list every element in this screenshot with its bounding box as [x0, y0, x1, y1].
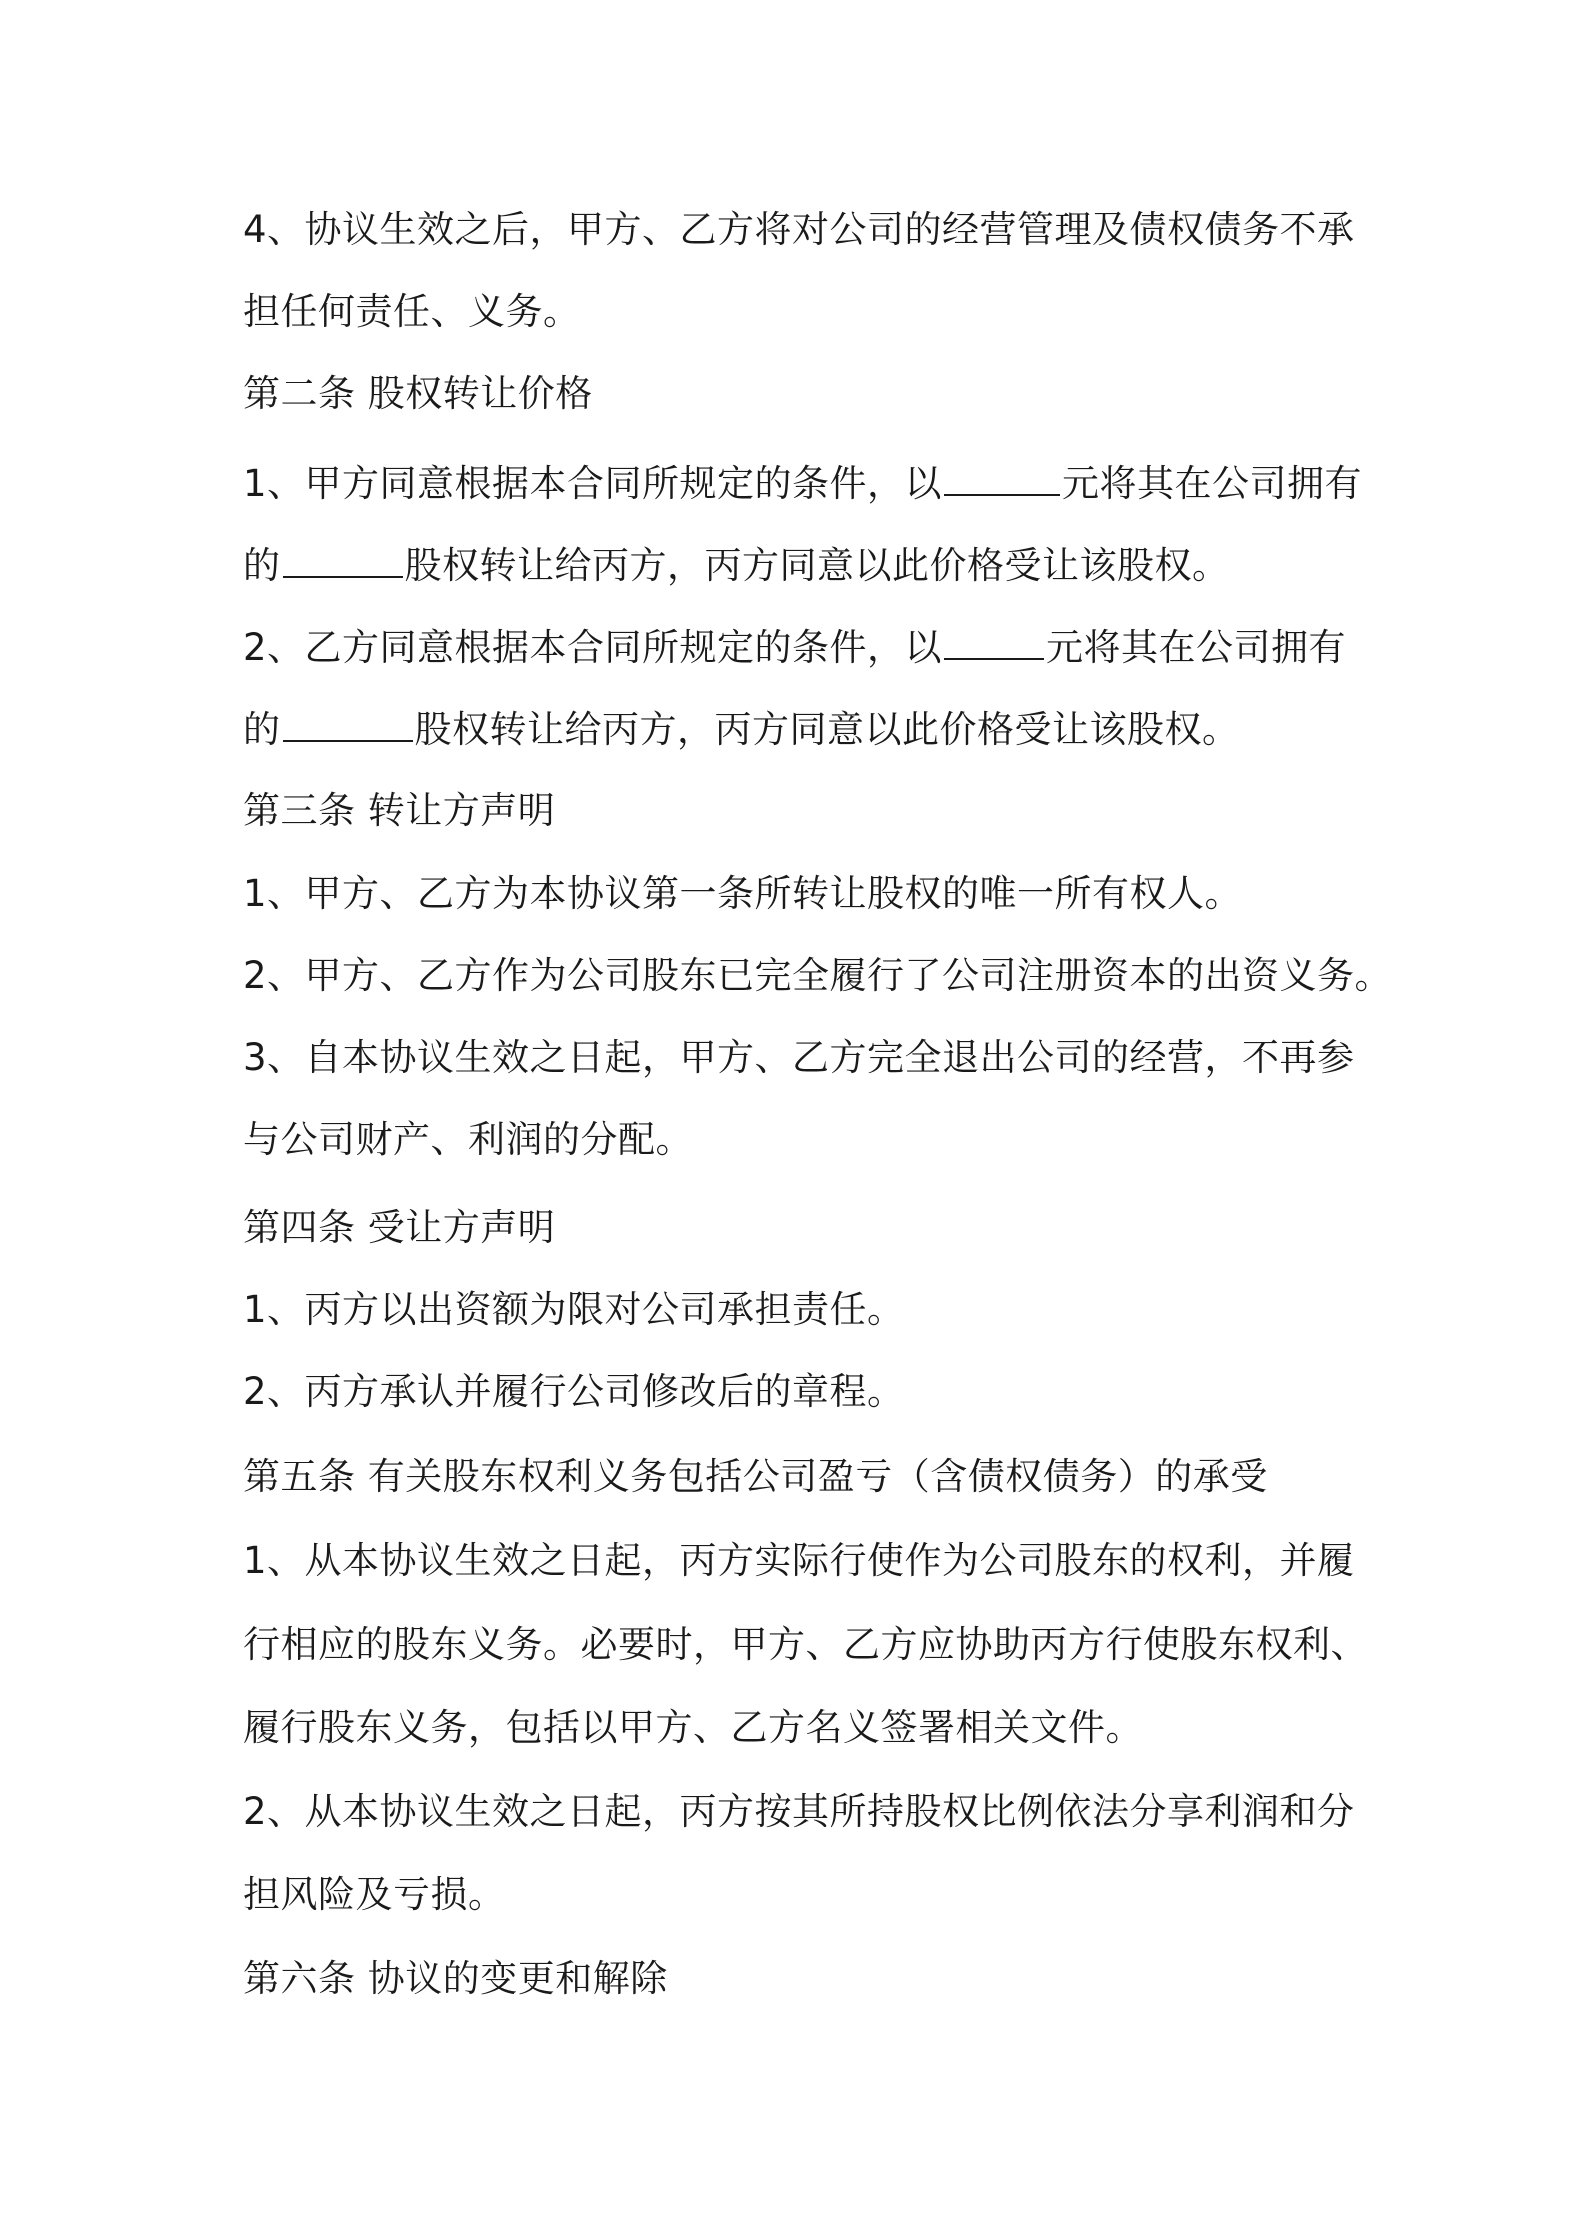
article-3-item-2: 2、甲方、乙方作为公司股东已完全履行了公司注册资本的出资义务。	[243, 954, 1393, 997]
article-2-item-2-line-2	[243, 705, 1240, 755]
article-4-heading: 第四条 受让方声明	[243, 1206, 556, 1249]
article-3-item-1: 1、甲方、乙方为本协议第一条所转让股权的唯一所有权人。	[243, 872, 1243, 915]
fill-in-blank-amount[interactable]	[944, 624, 1044, 660]
article-3-heading: 第三条 转让方声明	[243, 789, 556, 832]
fill-in-blank-amount[interactable]	[944, 460, 1060, 496]
clause-1-item-4-line-1: 4、协议生效之后，甲方、乙方将对公司的经营管理及债权债务不承	[243, 208, 1355, 251]
text-segment: 元将其在公司拥有	[1062, 462, 1363, 505]
fill-in-blank-share[interactable]	[283, 542, 403, 578]
article-5-item-1-line-2: 行相应的股东义务。必要时，甲方、乙方应协助丙方行使股东权利、	[243, 1623, 1368, 1666]
article-2-item-1-line-2	[243, 541, 1230, 591]
article-4-item-2: 2、丙方承认并履行公司修改后的章程。	[243, 1370, 905, 1413]
article-5-item-1-line-3: 履行股东义务，包括以甲方、乙方名义签署相关文件。	[243, 1706, 1143, 1749]
article-5-item-1-line-1: 1、从本协议生效之日起，丙方实际行使作为公司股东的权利，并履	[243, 1539, 1355, 1582]
text-segment: 股权转让给丙方，丙方同意以此价格受让该股权。	[404, 544, 1230, 587]
text-segment: 的	[243, 544, 281, 587]
article-4-item-1: 1、丙方以出资额为限对公司承担责任。	[243, 1288, 905, 1331]
clause-1-item-4-line-2: 担任何责任、义务。	[243, 290, 581, 333]
article-3-item-3-line-2: 与公司财产、利润的分配。	[243, 1118, 693, 1161]
text-segment: 1、甲方同意根据本合同所规定的条件，以	[243, 462, 943, 505]
article-5-item-2-line-2: 担风险及亏损。	[243, 1873, 506, 1916]
text-segment: 股权转让给丙方，丙方同意以此价格受让该股权。	[414, 708, 1240, 751]
article-2-item-1-line-1	[243, 459, 1362, 509]
text-segment: 2、乙方同意根据本合同所规定的条件，以	[243, 626, 943, 669]
fill-in-blank-share[interactable]	[283, 706, 413, 742]
article-3-item-3-line-1: 3、自本协议生效之日起，甲方、乙方完全退出公司的经营，不再参	[243, 1036, 1355, 1079]
article-5-heading: 第五条 有关股东权利义务包括公司盈亏（含债权债务）的承受	[243, 1455, 1268, 1498]
article-2-item-2-line-1	[243, 623, 1346, 673]
article-6-heading: 第六条 协议的变更和解除	[243, 1957, 668, 2000]
article-2-heading: 第二条 股权转让价格	[243, 372, 593, 415]
text-segment: 元将其在公司拥有	[1046, 626, 1347, 669]
article-5-item-2-line-1: 2、从本协议生效之日起，丙方按其所持股权比例依法分享利润和分	[243, 1790, 1355, 1833]
text-segment: 的	[243, 708, 281, 751]
